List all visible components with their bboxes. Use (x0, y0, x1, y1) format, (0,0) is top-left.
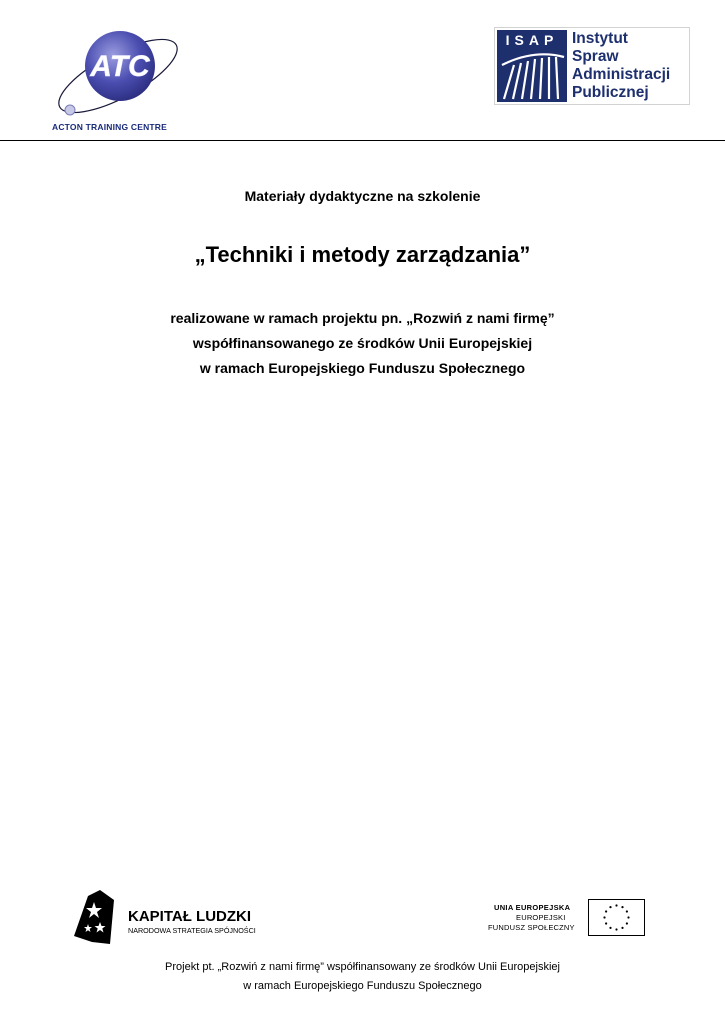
star-figure-icon (74, 890, 114, 944)
kapital-ludzki-subtitle: NARODOWA STRATEGIA SPÓJNOŚCI (128, 926, 256, 935)
isap-logo (494, 27, 690, 105)
eu-star (615, 928, 617, 930)
eu-star (621, 927, 623, 929)
eu-label-line: EUROPEJSKI (516, 913, 566, 922)
kapital-ludzki-logo (70, 886, 270, 948)
isap-name-line-3: Administracji (572, 66, 671, 83)
atc-logo (50, 26, 190, 136)
header-divider (0, 140, 725, 141)
isap-name-line-1: Instytut (572, 30, 628, 47)
document-intro: Materiały dydaktyczne na szkolenie (244, 188, 481, 204)
footer-line: w ramach Europejskiego Funduszu Społecznego (243, 980, 482, 992)
eu-star (621, 906, 623, 908)
eu-star (605, 910, 607, 912)
description-line: realizowane w ramach projektu pn. „Rozwiń z nami firmę” (170, 310, 555, 326)
isap-acronym: ISAP (505, 32, 559, 48)
eu-star (626, 922, 628, 924)
eu-star (603, 916, 605, 918)
eu-star (627, 916, 629, 918)
document-title: „Techniki i metody zarządzania” (194, 242, 531, 267)
eu-flag-icon (588, 899, 645, 936)
eu-label-line: FUNDUSZ SPOŁECZNY (488, 923, 575, 932)
atc-logo-text: ATC (90, 50, 150, 83)
eu-star (626, 910, 628, 912)
isap-name-line-2: Spraw (572, 48, 619, 65)
eu-star (609, 906, 611, 908)
atc-caption: ACTON TRAINING CENTRE (52, 122, 168, 132)
eu-label-line: UNIA EUROPEJSKA (494, 903, 571, 912)
eu-star (605, 922, 607, 924)
kapital-ludzki-title: KAPITAŁ LUDZKI (128, 908, 252, 925)
isap-name-line-4: Publicznej (572, 84, 649, 101)
eu-star (609, 927, 611, 929)
eu-star (615, 904, 617, 906)
description-line: współfinansowanego ze środków Unii Europejskiej (192, 335, 533, 351)
footer-line: Projekt pt. „Rozwiń z nami firmę” współfinansowany ze środków Unii Europejskiej (165, 961, 560, 973)
description-line: w ramach Europejskiego Funduszu Społecznego (199, 360, 526, 376)
